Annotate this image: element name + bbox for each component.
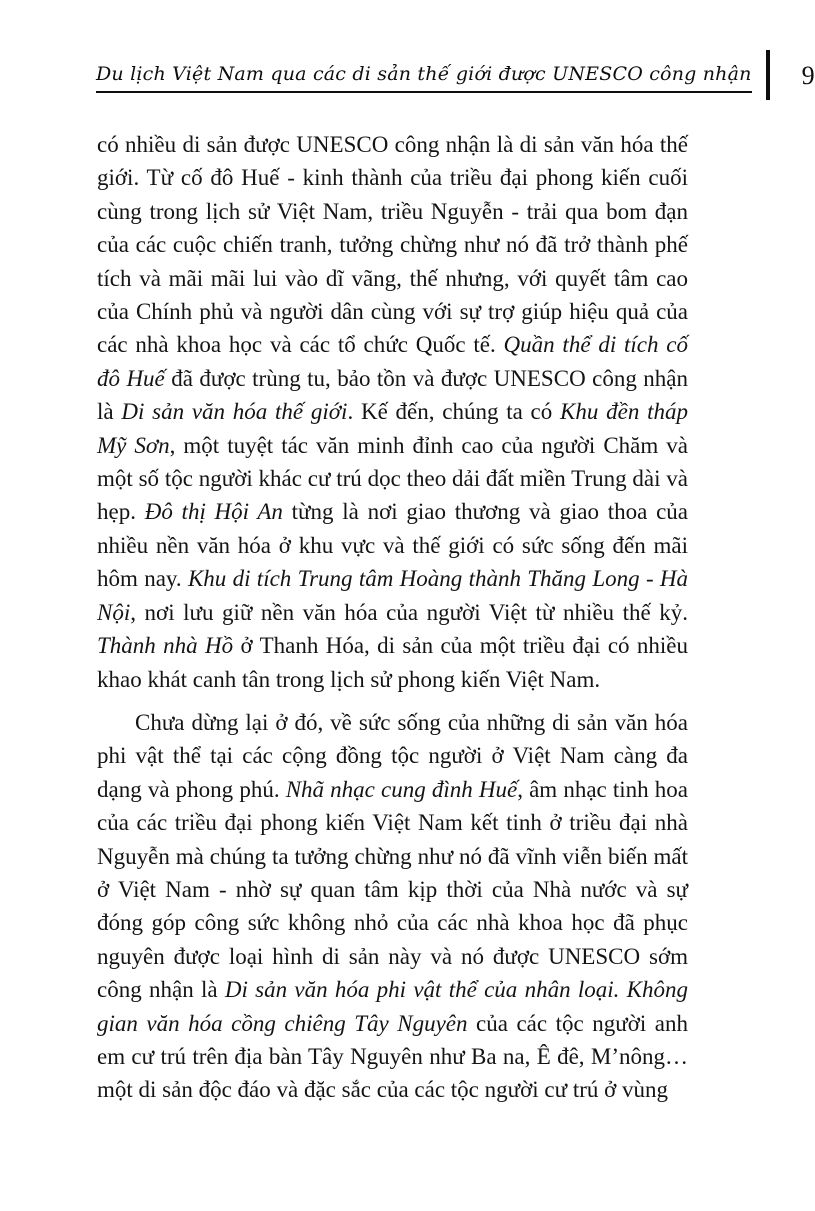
italic-text-segment: Khu di tích Trung tâm Hoàng thành Thăng Long - Hà Nội xyxy=(97,566,689,625)
page-number: 9 xyxy=(801,61,815,90)
text-segment: ở Thanh Hóa, di sản của một triều đại có nhiều khao khát canh tân trong lịch sử phong kiến Việt Nam. xyxy=(97,633,689,692)
text-segment: của các tộc người anh em cư trú trên địa bàn Tây Nguyên như Ba na, Ê đê, M’nông… một di sản độc đáo và đặc sắc của các tộc người cư trú ở vùng xyxy=(97,1010,688,1103)
text-segment: , một tuyệt tác văn minh đỉnh cao của người Chăm và một số tộc người khác cư trú dọc theo dải đất miền Trung dài và hẹp. xyxy=(97,432,688,525)
italic-text-segment: Di sản văn hóa thế giới xyxy=(121,399,348,425)
running-title: Du lịch Việt Nam qua các di sản thế giới được UNESCO công nhận xyxy=(96,63,752,93)
text-segment: có nhiều di sản được UNESCO công nhận là di sản văn hóa thế giới. Từ cố đô Huế - kinh thành của triều đại phong kiến cuối cùng trong lịch sử Việt Nam, triều Nguyễn - trải qua bom đạn của các cuộc chiến tranh, tưởng chừng như nó đã trở thành phế tích và mãi mãi lui vào dĩ vãng, thế nhưng, với quyết tâm cao của Chính phủ và người dân cùng với sự trợ giúp hiệu quả của các nhà khoa học và các tổ chức Quốc tế. xyxy=(97,132,688,358)
italic-text-segment: Nhã nhạc cung đình Huế xyxy=(285,776,518,802)
text-segment: , âm nhạc tinh hoa của các triều đại phong kiến Việt Nam kết tinh ở triều đại nhà Nguyễn mà chúng ta tưởng chừng như nó đã vĩnh viễn biến mất ở Việt Nam - nhờ sự quan tâm kịp thời của Nhà nước và sự đóng góp công sức không nhỏ của các nhà khoa học đã phục nguyên được loại hình di sản này và nó được UNESCO sớm công nhận là xyxy=(97,776,688,1003)
text-segment: , nơi lưu giữ nền văn hóa của người Việt từ nhiều thế kỷ. xyxy=(130,599,688,625)
body-text xyxy=(97,128,688,1107)
italic-text-segment: Quần thể di tích cố đô Huế xyxy=(97,332,689,391)
page-header xyxy=(96,50,815,93)
header-separator-bar xyxy=(766,50,770,100)
paragraph xyxy=(97,128,688,696)
paragraph xyxy=(97,706,688,1107)
italic-text-segment: Di sản văn hóa phi vật thể của nhân loại. Không gian văn hóa cồng chiêng Tây Nguyên xyxy=(97,977,688,1036)
text-segment: đã được trùng tu, bảo tồn và được UNESCO công nhận là xyxy=(97,365,688,425)
text-segment: . Kế đến, chúng ta có xyxy=(347,399,561,425)
italic-text-segment: Khu đền tháp Mỹ Sơn xyxy=(97,399,688,458)
text-segment: từng là nơi giao thương và giao thoa của nhiều nền văn hóa ở khu vực và thế giới có sức sống đến mãi hôm nay. xyxy=(97,499,688,592)
italic-text-segment: Thành nhà Hồ xyxy=(97,633,234,659)
italic-text-segment: Đô thị Hội An xyxy=(144,499,283,525)
text-segment: Chưa dừng lại ở đó, về sức sống của những di sản văn hóa phi vật thể tại các cộng đồng tộc người ở Việt Nam càng đa dạng và phong phú. xyxy=(97,709,688,802)
